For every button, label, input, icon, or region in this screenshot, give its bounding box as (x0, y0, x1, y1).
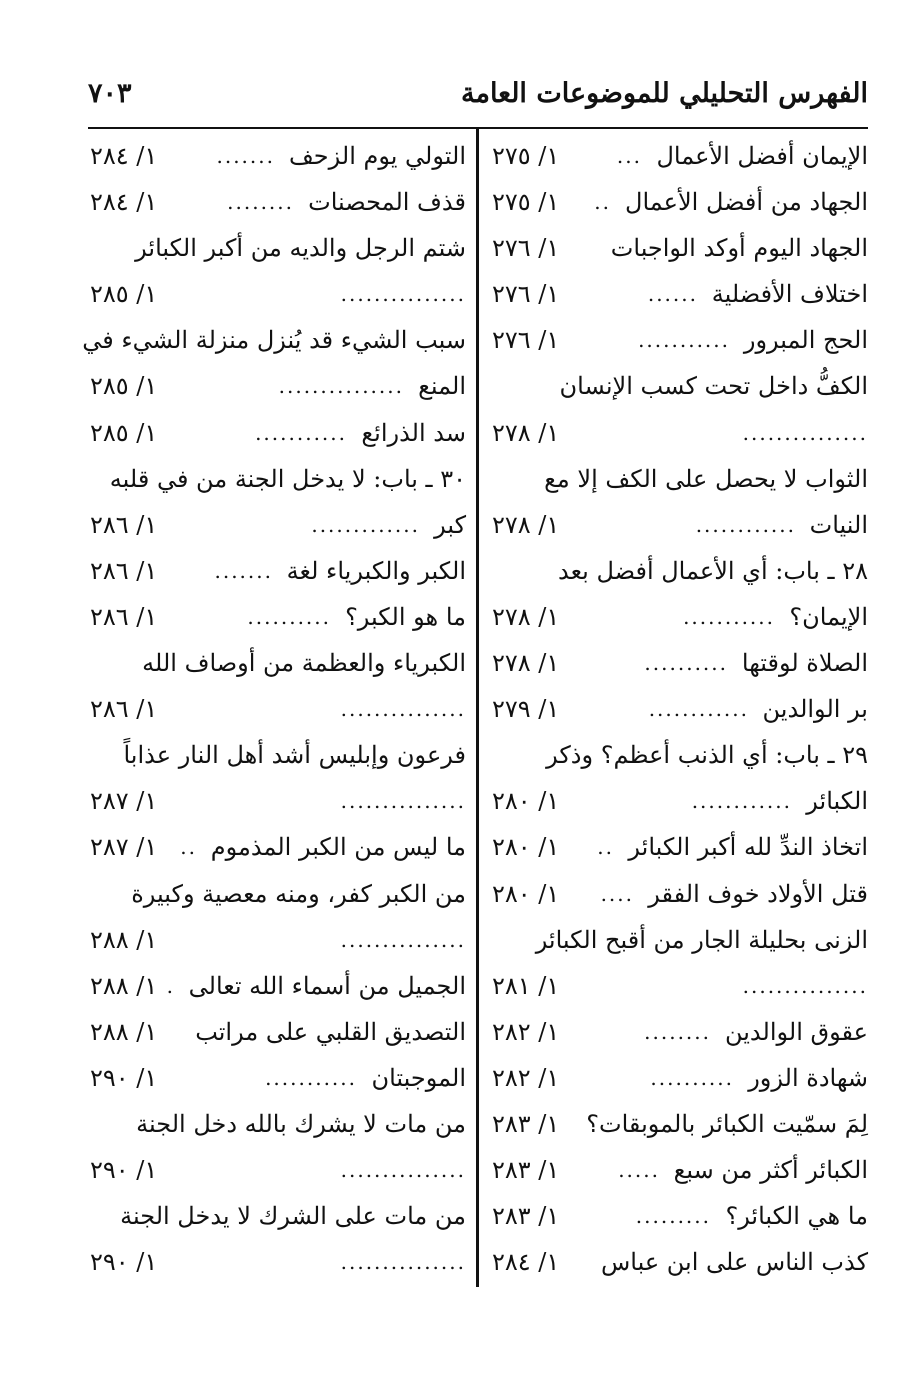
leader-dots: .. (597, 835, 614, 860)
entry-text: من مات لا يشرك بالله دخل الجنة (136, 1109, 466, 1138)
entry-text: كبر (434, 510, 466, 539)
index-entry (90, 456, 466, 502)
index-entry (492, 1147, 868, 1193)
index-entry (90, 824, 466, 870)
index-entry (492, 917, 868, 963)
entry-page-ref: ١/ ٢٨٠ (492, 833, 560, 862)
entry-page-ref: ١/ ٢٧٨ (492, 649, 560, 678)
entry-text: ما ليس من الكبر المذموم (210, 833, 466, 862)
index-entry (90, 917, 466, 963)
index-entry (90, 640, 466, 686)
page-title: الفهرس التحليلي للموضوعات العامة (461, 78, 868, 109)
entry-text: شتم الرجل والديه من أكبر الكبائر (135, 234, 466, 263)
entry-text: ما هو الكبر؟ (345, 602, 466, 631)
entry-page-ref: ١/ ٢٨٣ (492, 1109, 560, 1138)
entry-page-ref: ١/ ٢٧٩ (492, 695, 560, 724)
index-entry (492, 133, 868, 179)
leader-dots: ...... (647, 282, 698, 307)
entry-page-ref: ١/ ٢٨٦ (90, 602, 158, 631)
entry-text: من الكبر كفر، ومنه معصية وكبيرة (131, 879, 466, 908)
entry-text: شهادة الزور (748, 1063, 868, 1092)
leader-dots: .......... (644, 651, 728, 676)
entry-text: ٣٠ ـ باب: لا يدخل الجنة من في قلبه (109, 464, 466, 493)
index-entry (492, 271, 868, 317)
index-entry (90, 686, 466, 732)
index-entry (492, 1101, 868, 1147)
index-entry (90, 778, 466, 824)
entry-text: الموجبتان (371, 1063, 466, 1092)
entry-text: قذف المحصنات (308, 188, 466, 217)
entry-text: بر الوالدين (762, 695, 868, 724)
entry-page-ref: ١/ ٢٧٥ (492, 142, 560, 170)
leader-dots: ............... (340, 1158, 466, 1183)
index-entry (90, 548, 466, 594)
leader-dots: . (166, 973, 175, 998)
entry-text: ٢٩ ـ باب: أي الذنب أعظم؟ وذكر (546, 741, 868, 770)
entry-page-ref: ١/ ٢٩٠ (90, 1156, 158, 1185)
index-entry (90, 363, 466, 409)
entry-text: الثواب لا يحصل على الكف إلا مع (544, 464, 868, 493)
index-entry (90, 502, 466, 548)
entry-text: من مات على الشرك لا يدخل الجنة (120, 1202, 466, 1231)
index-entry (90, 1055, 466, 1101)
leader-dots: ............... (340, 697, 466, 722)
entry-page-ref: ١/ ٢٨٦ (90, 695, 158, 724)
column-divider (476, 129, 479, 1287)
leader-dots: .... (600, 881, 634, 906)
entry-page-ref: ١/ ٢٨٧ (90, 787, 158, 816)
entry-text: الجهاد اليوم أوكد الواجبات (610, 234, 868, 263)
index-entry (492, 225, 868, 271)
entry-text: قتل الأولاد خوف الفقر (648, 879, 868, 908)
index-entry (82, 317, 466, 363)
entry-page-ref: ١/ ٢٧٦ (492, 326, 560, 355)
index-entry (90, 732, 466, 778)
entry-page-ref: ١/ ٢٨٥ (90, 372, 158, 401)
entry-text: الزنى بحليلة الجار من أقبح الكبائر (535, 925, 868, 954)
leader-dots: ........... (683, 604, 775, 629)
entry-page-ref: ١/ ٢٨٨ (90, 925, 158, 954)
leader-dots: .......... (650, 1065, 734, 1090)
entry-text: الصلاة لوقتها (741, 649, 868, 678)
entry-text: التولي يوم الزحف (288, 142, 466, 170)
index-entry (492, 502, 868, 548)
index-entry (492, 1239, 868, 1285)
index-entry (492, 1009, 868, 1055)
index-entry (90, 594, 466, 640)
leader-dots: ....... (214, 558, 273, 583)
entry-text: الكفُّ داخل تحت كسب الإنسان (559, 372, 868, 401)
entry-page-ref: ١/ ٢٨٤ (492, 1248, 560, 1277)
index-entry (90, 133, 466, 179)
entry-page-ref: ١/ ٢٨٤ (90, 188, 158, 217)
entry-page-ref: ١/ ٢٨٣ (492, 1156, 560, 1185)
index-entry (492, 640, 868, 686)
entry-page-ref: ١/ ٢٩٠ (90, 1063, 158, 1092)
entry-text: الجهاد من أفضل الأعمال (625, 188, 868, 217)
index-entry (492, 686, 868, 732)
entry-text: اختلاف الأفضلية (711, 280, 868, 309)
entry-page-ref: ١/ ٢٨٠ (492, 787, 560, 816)
index-entry (90, 963, 466, 1009)
index-entry (492, 1055, 868, 1101)
index-column-left (82, 133, 466, 1285)
index-entry (492, 317, 868, 363)
index-entry (90, 225, 466, 271)
leader-dots: ......... (635, 1204, 711, 1229)
entry-text: لِمَ سمّيت الكبائر بالموبقات؟ (586, 1109, 868, 1138)
entry-text: الجميل من أسماء الله تعالى (188, 971, 466, 1000)
entry-text: عقوق الوالدين (724, 1017, 868, 1046)
page-header (88, 78, 868, 122)
leader-dots: .. (180, 835, 197, 860)
entry-page-ref: ١/ ٢٧٥ (492, 188, 560, 217)
entry-page-ref: ١/ ٢٧٨ (492, 418, 560, 447)
index-entry (90, 271, 466, 317)
leader-dots: ........... (638, 328, 730, 353)
leader-dots: ............... (742, 420, 868, 445)
leader-dots: ........ (644, 1019, 711, 1044)
entry-text: الكبر والكبرياء لغة (286, 556, 466, 585)
index-entry (90, 1009, 466, 1055)
entry-text: الكبرياء والعظمة من أوصاف الله (142, 649, 466, 678)
index-entry (90, 1239, 466, 1285)
leader-dots: ............... (340, 1250, 466, 1275)
index-entry (90, 179, 466, 225)
index-entry (492, 179, 868, 225)
index-entry (492, 824, 868, 870)
leader-dots: ............... (278, 374, 404, 399)
leader-dots: ............... (340, 282, 466, 307)
entry-text: الإيمان؟ (789, 602, 868, 631)
entry-text: المنع (418, 372, 466, 401)
entry-page-ref: ١/ ٢٨٧ (90, 833, 158, 862)
entry-page-ref: ١/ ٢٨٨ (90, 1017, 158, 1046)
index-entry (492, 778, 868, 824)
entry-text: اتخاذ الندِّ لله أكبر الكبائر (628, 833, 868, 862)
entry-page-ref: ١/ ٢٨٦ (90, 556, 158, 585)
leader-dots: ............... (340, 927, 466, 952)
entry-text: الإيمان أفضل الأعمال (656, 142, 868, 170)
entry-text: التصديق القلبي على مراتب (195, 1017, 466, 1046)
entry-text: سبب الشيء قد يُنزل منزلة الشيء في (82, 326, 466, 355)
index-entry (90, 1147, 466, 1193)
entry-text: كذب الناس على ابن عباس (600, 1248, 868, 1277)
index-entry (492, 410, 868, 456)
entry-text: ٢٨ ـ باب: أي الأعمال أفضل بعد (558, 556, 868, 585)
entry-page-ref: ١/ ٢٧٦ (492, 280, 560, 309)
leader-dots: ....... (216, 144, 275, 168)
index-entry (492, 363, 868, 409)
entry-page-ref: ١/ ٢٧٨ (492, 602, 560, 631)
entry-text: فرعون وإبليس أشد أهل النار عذاباً (123, 741, 466, 770)
entry-page-ref: ١/ ٢٨٠ (492, 879, 560, 908)
leader-dots: ............... (340, 789, 466, 814)
entry-page-ref: ١/ ٢٨٢ (492, 1063, 560, 1092)
entry-page-ref: ١/ ٢٧٨ (492, 510, 560, 539)
entry-page-ref: ١/ ٢٨٤ (90, 142, 158, 170)
index-entry (492, 963, 868, 1009)
leader-dots: ............... (742, 973, 868, 998)
leader-dots: ............. (311, 512, 420, 537)
leader-dots: ........... (265, 1065, 357, 1090)
entry-text: الحج المبرور (743, 326, 868, 355)
index-entry (90, 1101, 466, 1147)
index-entry (492, 1193, 868, 1239)
entry-page-ref: ١/ ٢٧٦ (492, 234, 560, 263)
index-entry (492, 871, 868, 917)
leader-dots: .. (594, 190, 611, 215)
entry-text: الكبائر أكثر من سبع (673, 1156, 868, 1185)
leader-dots: ............ (648, 697, 749, 722)
index-entry (90, 1193, 466, 1239)
index-entry (90, 871, 466, 917)
leader-dots: ..... (618, 1158, 660, 1183)
entry-page-ref: ١/ ٢٨٢ (492, 1017, 560, 1046)
index-entry (492, 732, 868, 778)
entry-text: النيات (809, 510, 868, 539)
leader-dots: ........... (255, 420, 347, 445)
entry-page-ref: ١/ ٢٨٦ (90, 510, 158, 539)
index-entry (492, 456, 868, 502)
leader-dots: ............ (691, 789, 792, 814)
leader-dots: ............ (695, 512, 796, 537)
index-column-right (492, 133, 868, 1285)
entry-page-ref: ١/ ٢٨٥ (90, 418, 158, 447)
page-number: ٧٠٣ (88, 78, 132, 109)
leader-dots: .......... (247, 604, 331, 629)
leader-dots: ... (616, 144, 642, 168)
index-entry (90, 410, 466, 456)
index-entry (492, 548, 868, 594)
entry-page-ref: ١/ ٢٨٥ (90, 280, 158, 309)
entry-text: سد الذرائع (361, 418, 466, 447)
entry-text: ما هي الكبائر؟ (725, 1202, 868, 1231)
leader-dots: ........ (227, 190, 294, 215)
entry-page-ref: ١/ ٢٨٣ (492, 1202, 560, 1231)
entry-page-ref: ١/ ٢٩٠ (90, 1248, 158, 1277)
index-entry (492, 594, 868, 640)
entry-page-ref: ١/ ٢٨١ (492, 971, 560, 1000)
entry-text: الكبائر (806, 787, 868, 816)
entry-page-ref: ١/ ٢٨٨ (90, 971, 158, 1000)
